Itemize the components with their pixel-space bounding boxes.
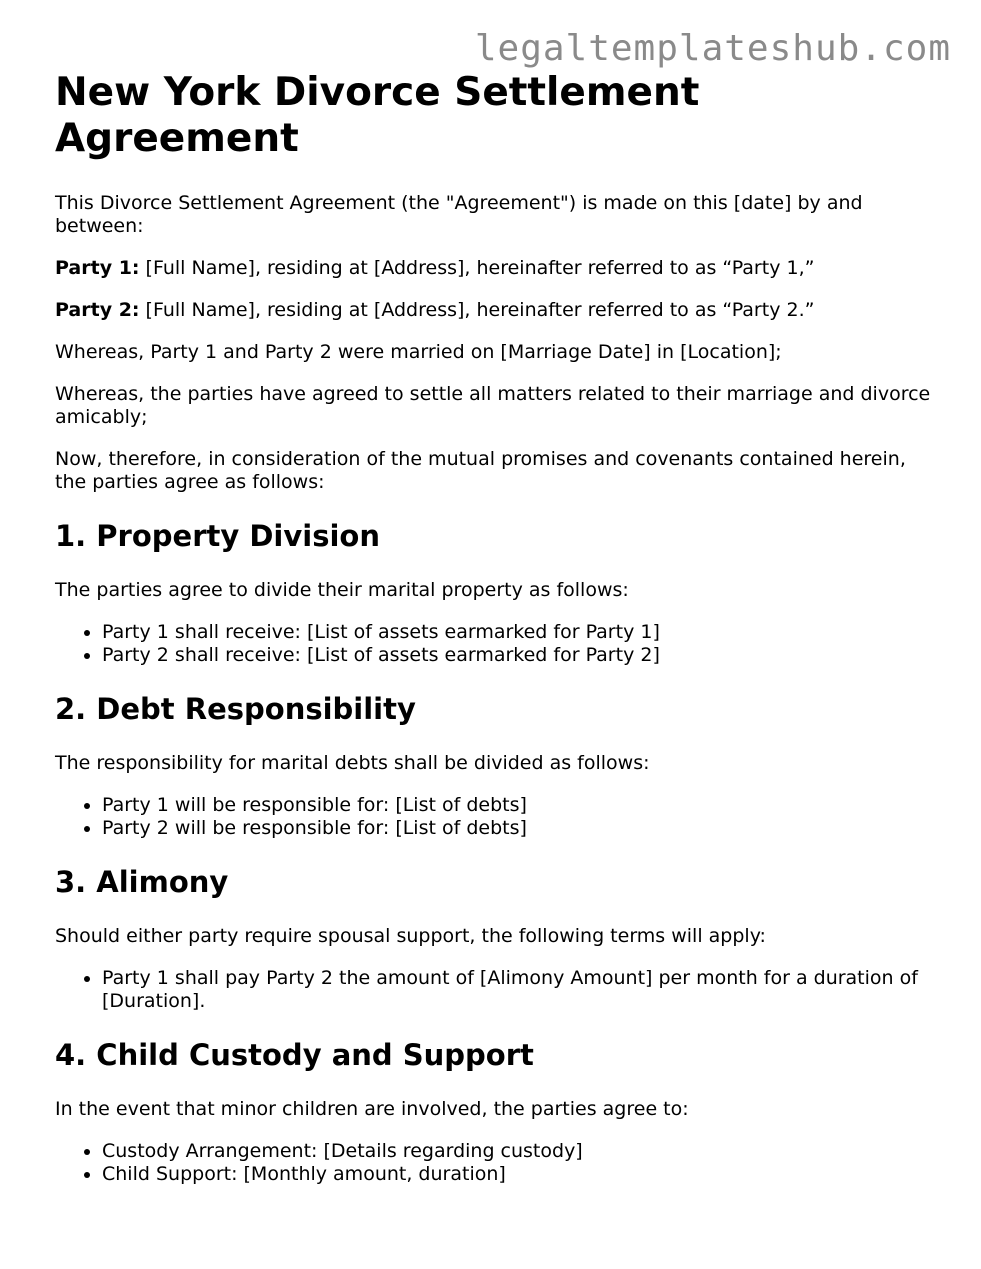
- section-list: [55, 794, 935, 840]
- list-item: • Party 1 shall pay Party 2 the amount of [Alimony Amount] per month for a duration of [Duration].: [102, 967, 935, 1013]
- party-1-label: Party 1:: [55, 257, 140, 279]
- section-text: The parties agree to divide their marital property as follows:: [55, 579, 629, 601]
- party-2-text: [Full Name], residing at [Address], hereinafter referred to as “Party 2.”: [139, 299, 815, 321]
- section-heading: 1. Property Division: [55, 519, 380, 553]
- section-heading: 4. Child Custody and Support: [55, 1038, 534, 1072]
- list-item: • Custody Arrangement: [Details regarding custody]: [102, 1140, 935, 1163]
- list-item: • Party 2 shall receive: [List of assets earmarked for Party 2]: [102, 644, 935, 667]
- list-item: • Child Support: [Monthly amount, duration]: [102, 1163, 935, 1186]
- whereas-amicable-paragraph: Whereas, the parties have agreed to settle all matters related to their marriage and divorce amicably;: [55, 383, 931, 428]
- list-item: • Party 2 will be responsible for: [List of debts]: [102, 817, 935, 840]
- document-title: New York Divorce Settlement Agreement: [55, 70, 700, 161]
- party-2-label: Party 2:: [55, 299, 140, 321]
- list-item: • Party 1 will be responsible for: [List of debts]: [102, 794, 935, 817]
- section-text: The responsibility for marital debts shall be divided as follows:: [55, 752, 650, 774]
- section-list: [55, 967, 935, 1013]
- watermark: legaltemplateshub.com: [474, 28, 951, 69]
- section-list: [55, 1140, 935, 1186]
- section-text: Should either party require spousal support, the following terms will apply:: [55, 925, 766, 947]
- party-2-paragraph: [55, 299, 935, 322]
- document-page: [55, 70, 935, 1186]
- intro-paragraph: This Divorce Settlement Agreement (the "Agreement") is made on this [date] by and between:: [55, 192, 863, 237]
- party-1-text: [Full Name], residing at [Address], hereinafter referred to as “Party 1,”: [139, 257, 815, 279]
- party-1-paragraph: [55, 257, 935, 280]
- list-item: • Party 1 shall receive: [List of assets earmarked for Party 1]: [102, 621, 935, 644]
- section-text: In the event that minor children are involved, the parties agree to:: [55, 1098, 689, 1120]
- section-list: [55, 621, 935, 667]
- now-therefore-paragraph: Now, therefore, in consideration of the mutual promises and covenants contained herein, the parties agree as follows:: [55, 448, 906, 493]
- section-heading: 2. Debt Responsibility: [55, 692, 416, 726]
- section-heading: 3. Alimony: [55, 865, 229, 899]
- whereas-married-paragraph: Whereas, Party 1 and Party 2 were married on [Marriage Date] in [Location];: [55, 341, 782, 363]
